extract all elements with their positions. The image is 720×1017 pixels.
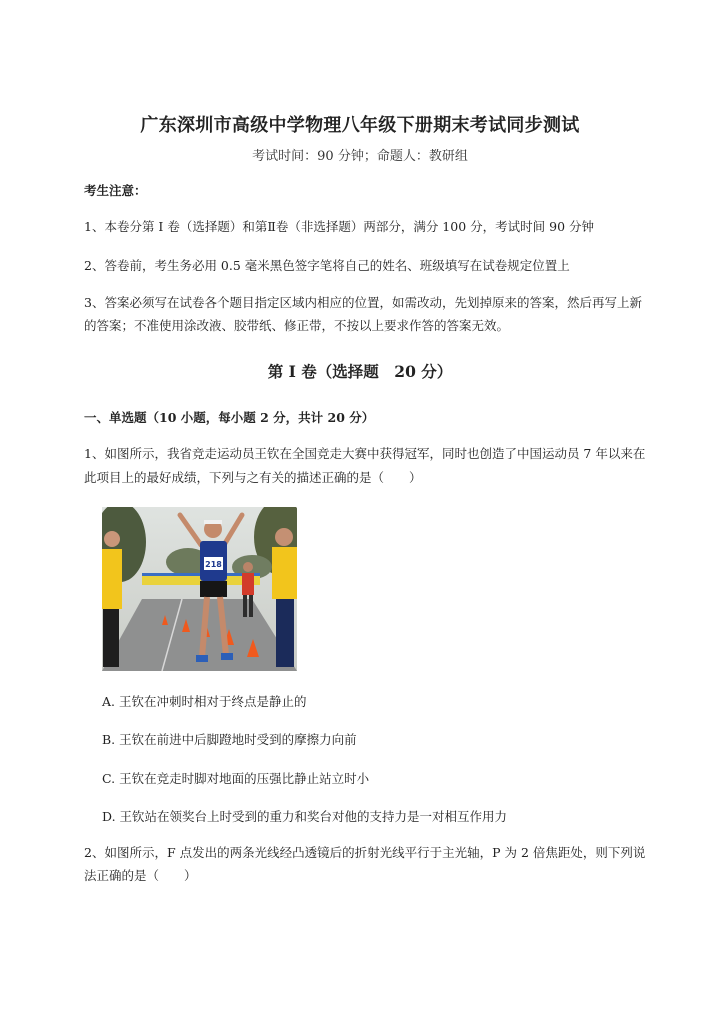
section-title: 第 I 卷（选择题 20 分）: [267, 362, 453, 381]
notice-item-3-cont: 的答案；不准使用涂改液、胶带纸、修正带，不按以上要求作答的答案无效。: [84, 318, 510, 333]
question-group-heading: 一、单选题（10 小题，每小题 2 分，共计 20 分）: [84, 410, 375, 425]
race-walker-photo: [102, 507, 297, 671]
option-b[interactable]: B. 王钦在前进中后脚蹬地时受到的摩擦力向前: [102, 732, 357, 747]
notice-item-3: 3、答案必须写在试卷各个题目指定区域内相应的位置，如需改动，先划掉原来的答案，然后再写上新: [84, 295, 642, 310]
notice-item-2: 2、答卷前，考生务必用 0.5 毫米黑色签字笔将自己的姓名、班级填写在试卷规定位置上: [84, 258, 570, 273]
exam-info: 考试时间：90 分钟；命题人：教研组: [252, 149, 468, 164]
option-d[interactable]: D. 王钦站在领奖台上时受到的重力和奖台对他的支持力是一对相互作用力: [102, 809, 508, 824]
question-2-stem-cont: 法正确的是（ ）: [84, 868, 197, 883]
option-c[interactable]: C. 王钦在竞走时脚对地面的压强比静止站立时小: [102, 771, 370, 786]
notice-item-1: 1、本卷分第 I 卷（选择题）和第Ⅱ卷（非选择题）两部分，满分 100 分，考试时间 90 分钟: [84, 219, 594, 234]
question-2-stem: 2、如图所示，F 点发出的两条光线经凸透镜后的折射光线平行于主光轴，P 为 2 倍焦距处，则下列说: [84, 845, 646, 860]
notice-heading: 考生注意：: [84, 183, 147, 198]
page-title: 广东深圳市高级中学物理八年级下册期末考试同步测试: [140, 115, 580, 136]
question-1-stem: 1、如图所示，我省竞走运动员王钦在全国竞走大赛中获得冠军，同时也创造了中国运动员 7 年以来在: [84, 446, 646, 461]
option-a[interactable]: A. 王钦在冲刺时相对于终点是静止的: [102, 694, 307, 709]
race-bib-number: 218: [205, 560, 222, 569]
question-1-stem-cont: 此项目上的最好成绩，下列与之有关的描述正确的是（ ）: [84, 470, 422, 485]
